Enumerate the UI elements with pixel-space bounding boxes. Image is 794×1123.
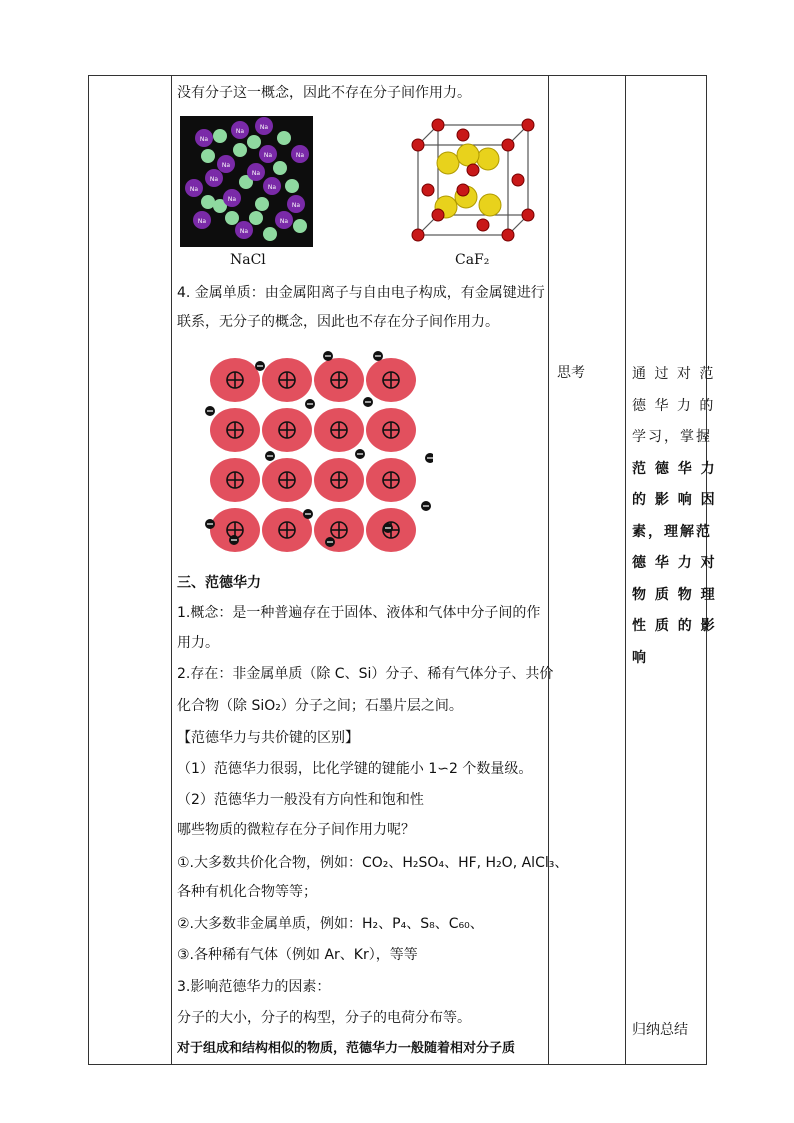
f-ion — [502, 229, 514, 241]
caf2-lattice-image — [408, 115, 538, 243]
na-label: Na — [189, 186, 199, 193]
f-ion — [477, 219, 489, 231]
section-heading: 三、范德华力 — [177, 575, 261, 591]
na-label: Na — [239, 228, 249, 235]
intent-line: 性 质 的 影 — [632, 618, 717, 634]
text-line: 3.影响范德华力的因素： — [177, 979, 331, 995]
f-ion — [467, 164, 479, 176]
na-label: Na — [295, 152, 305, 159]
text-line: （2）范德华力一般没有方向性和饱和性 — [177, 792, 424, 808]
col-divider-1 — [171, 76, 172, 1064]
cl-ion — [213, 129, 227, 143]
f-ion — [512, 174, 524, 186]
text-line: 联系，无分子的概念，因此也不存在分子间作用力。 — [177, 314, 499, 330]
cl-ion — [255, 197, 269, 211]
text-line: （1）范德华力很弱，比化学键的键能小 1∽2 个数量级。 — [177, 761, 533, 777]
f-ion — [432, 209, 444, 221]
text-line: 【范德华力与共价键的区别】 — [177, 730, 359, 746]
summary-label: 归纳总结 — [632, 1022, 688, 1038]
ca-ion — [457, 144, 479, 166]
intent-line: 通 过 对 范 — [632, 366, 716, 382]
cl-ion — [225, 211, 239, 225]
intent-line: 素，理解范 — [632, 523, 712, 540]
na-label: Na — [259, 124, 269, 131]
cl-ion — [201, 149, 215, 163]
f-ion — [412, 229, 424, 241]
text-line: 哪些物质的微粒存在分子间作用力呢？ — [177, 822, 415, 838]
f-ion — [457, 184, 469, 196]
na-label: Na — [263, 152, 273, 159]
nacl-caption: NaCl — [230, 252, 266, 268]
f-ion — [522, 209, 534, 221]
text-line: 化合物（除 SiO₂）分子之间；石墨片层之间。 — [177, 698, 463, 714]
f-ion — [502, 139, 514, 151]
text-line: 1.概念：是一种普遍存在于固体、液体和气体中分子间的作 — [177, 605, 541, 621]
f-ion — [422, 184, 434, 196]
intent-line: 的 影 响 因 — [632, 492, 717, 508]
intent-line: 物 质 物 理 — [632, 586, 717, 603]
text-line: ①.大多数共价化合物，例如：CO₂、H₂SO₄、HF, H₂O, AlCl₃、 — [177, 855, 569, 871]
na-label: Na — [221, 162, 231, 169]
cl-ion — [273, 161, 287, 175]
intent-line: 学习，掌握 — [632, 429, 712, 445]
f-ion — [432, 119, 444, 131]
na-label: Na — [267, 184, 277, 191]
na-label: Na — [251, 170, 261, 177]
text-line: 没有分子这一概念，因此不存在分子间作用力。 — [177, 85, 471, 101]
ca-ion — [477, 148, 499, 170]
text-line: ③.各种稀有气体（例如 Ar、Kr），等等 — [177, 947, 418, 963]
na-label: Na — [199, 136, 209, 143]
na-label: Na — [291, 202, 301, 209]
cl-ion — [277, 131, 291, 145]
intent-line: 德 华 力 的 — [632, 397, 716, 414]
text-line: 4. 金属单质：由金属阳离子与自由电子构成，有金属键进行 — [177, 285, 545, 301]
f-ion — [457, 129, 469, 141]
cl-ion — [293, 219, 307, 233]
text-line: 分子的大小，分子的构型，分子的电荷分布等。 — [177, 1010, 471, 1026]
cl-ion — [285, 179, 299, 193]
activity-cell: 思考 — [557, 365, 585, 381]
f-ion — [522, 119, 534, 131]
intent-line: 德 华 力 对 — [632, 555, 717, 571]
cl-ion — [249, 211, 263, 225]
cl-ion — [233, 143, 247, 157]
ca-ion — [437, 152, 459, 174]
col-divider-3 — [625, 76, 626, 1064]
nacl-lattice-image — [180, 116, 313, 247]
text-line: 对于组成和结构相似的物质，范德华力一般随着相对分子质 — [177, 1041, 516, 1056]
intent-line: 响 — [632, 649, 648, 666]
na-label: Na — [279, 218, 289, 225]
ca-ion — [479, 194, 501, 216]
cl-ion — [201, 195, 215, 209]
text-line: 2.存在：非金属单质（除 C、Si）分子、稀有气体分子、共价 — [177, 666, 554, 682]
text-line: ②.大多数非金属单质，例如：H₂、P₄、S₈、C₆₀、 — [177, 916, 484, 932]
cl-ion — [263, 227, 277, 241]
na-label: Na — [235, 128, 245, 135]
f-ion — [412, 139, 424, 151]
na-label: Na — [197, 218, 207, 225]
cl-ion — [247, 135, 261, 149]
na-label: Na — [209, 176, 219, 183]
col-divider-2 — [548, 76, 549, 1064]
intent-line: 范 德 华 力 — [632, 460, 717, 477]
text-line: 各种有机化合物等等； — [177, 884, 317, 900]
text-line: 用力。 — [177, 635, 219, 651]
na-label: Na — [227, 196, 237, 203]
caf2-caption: CaF₂ — [455, 252, 490, 268]
metal-lattice-image — [198, 346, 433, 554]
